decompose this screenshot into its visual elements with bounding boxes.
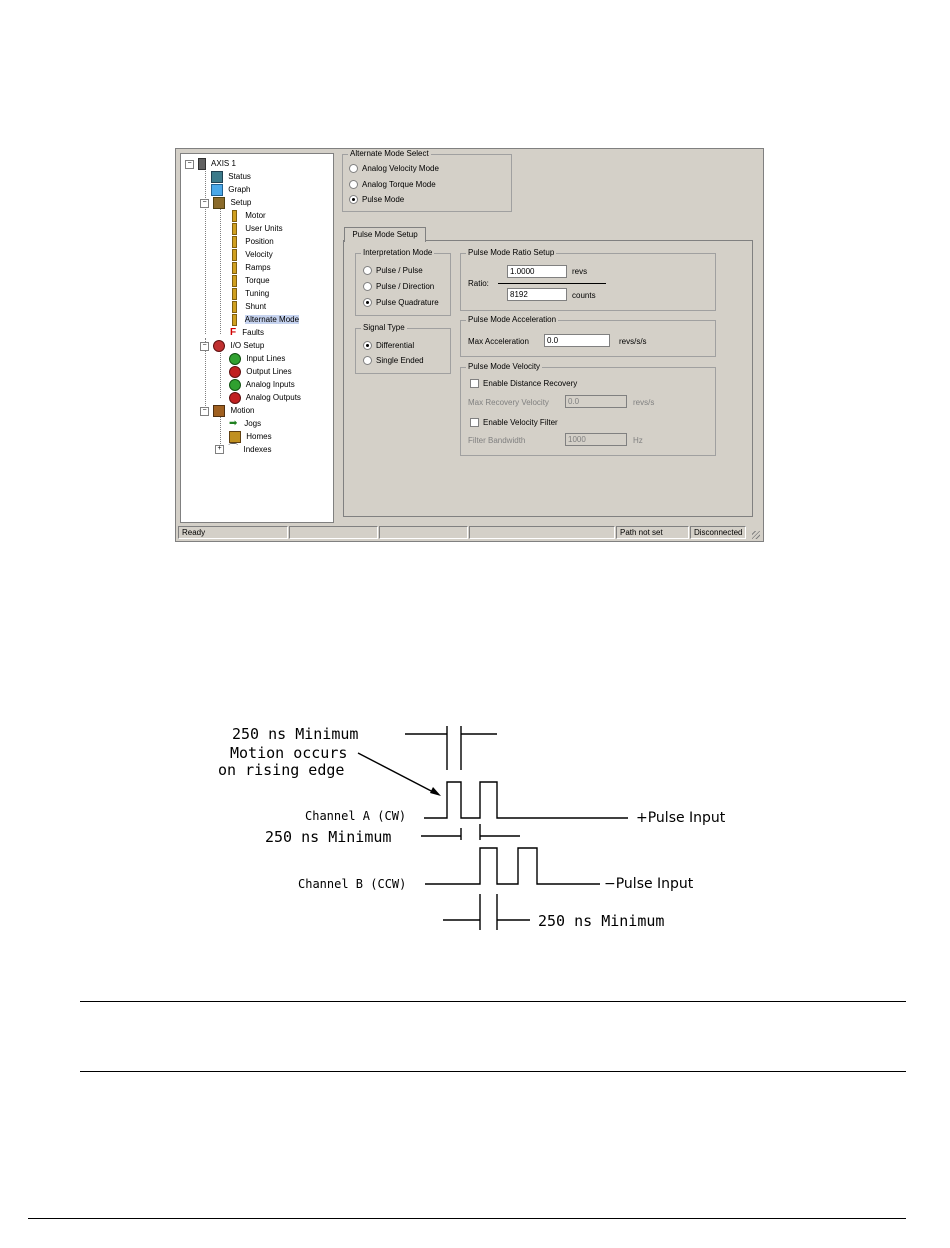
tree-item-input-lines[interactable] (229, 353, 285, 365)
fault-icon: F (229, 326, 237, 338)
tree-item-label: Analog Inputs (245, 380, 295, 390)
option-label: Pulse Mode (362, 195, 405, 204)
pulse-minus-label: −Pulse Input (604, 876, 694, 892)
channel-b-waveform (425, 848, 600, 884)
tree-item-label: Graph (228, 185, 251, 195)
setup-icon (213, 197, 225, 209)
radio-analog-velocity[interactable] (349, 164, 439, 174)
group-title: Alternate Mode Select (350, 149, 429, 158)
pin-icon (232, 275, 237, 287)
tree-item-motion[interactable] (200, 405, 254, 417)
distance-recovery-checkbox[interactable] (470, 379, 577, 389)
option-label: Differential (376, 341, 415, 350)
alternate-mode-group (342, 149, 512, 212)
pin-icon (232, 236, 237, 248)
ratio-divider (498, 283, 606, 284)
tree-item-label: Indexes (243, 445, 272, 454)
checkbox-label: Enable Velocity Filter (483, 418, 558, 427)
expand-icon[interactable]: + (215, 445, 224, 454)
tree-line (220, 208, 221, 334)
tree-item-tuning[interactable] (229, 288, 269, 300)
tree-item-io-setup[interactable] (200, 340, 264, 352)
acceleration-group (460, 315, 716, 357)
tree-item-alternate-mode[interactable] (229, 314, 299, 326)
tree-item-label: Motion (230, 406, 255, 416)
pulse-plus-label: +Pulse Input (636, 810, 726, 826)
application-window (175, 148, 764, 542)
tree-item-homes[interactable] (229, 431, 272, 443)
option-label: Analog Velocity Mode (362, 164, 439, 173)
tab-pulse-mode-setup[interactable]: Pulse Mode Setup (344, 227, 426, 242)
filter-bandwidth-label: Filter Bandwidth (468, 436, 526, 445)
tree-item-label: User Units (245, 224, 283, 234)
tree-item-label: Status (228, 172, 251, 182)
radio-icon[interactable] (363, 298, 372, 307)
tree-item-setup[interactable] (200, 197, 251, 209)
min-label-top: 250 ns Minimum (232, 725, 359, 743)
signal-type-group (355, 323, 451, 374)
checkbox-label: Enable Distance Recovery (483, 379, 578, 388)
option-label: Single Ended (376, 356, 424, 365)
radio-icon[interactable] (363, 341, 372, 350)
collapse-icon[interactable]: − (200, 199, 209, 208)
radio-icon[interactable] (349, 195, 358, 204)
tree-item-position[interactable] (229, 236, 274, 248)
status-connection: Disconnected (690, 526, 746, 539)
collapse-icon[interactable]: − (200, 342, 209, 351)
group-title: Pulse Mode Acceleration (468, 315, 557, 324)
resize-grip-icon[interactable] (752, 531, 760, 539)
timing-diagram-svg (0, 700, 950, 950)
option-label: Analog Torque Mode (362, 180, 436, 189)
red-light-icon (229, 392, 241, 404)
ratio-denominator-field[interactable]: 8192 (507, 288, 567, 301)
tree-item-analog-outputs[interactable] (229, 392, 301, 404)
footer-rule (28, 1218, 906, 1219)
tree-item-label: Faults (242, 328, 265, 337)
group-title: Pulse Mode Velocity (468, 362, 541, 371)
tree-item-velocity[interactable] (229, 249, 273, 261)
status-cell (469, 526, 615, 539)
velocity-group (460, 362, 716, 456)
status-ready: Ready (178, 526, 288, 539)
arrowhead-icon (430, 787, 441, 796)
green-light-icon (229, 353, 241, 365)
tree-item-label: Setup (230, 198, 252, 208)
status-cell (379, 526, 468, 539)
tree-item-indexes[interactable] (215, 444, 272, 456)
motion-label-line1: Motion occurs (230, 744, 348, 762)
collapse-icon[interactable]: − (185, 160, 194, 169)
min-label-middle: 250 ns Minimum (265, 828, 392, 846)
interpretation-mode-group (355, 248, 451, 316)
tree-item-label: I/O Setup (230, 341, 265, 351)
collapse-icon[interactable]: − (200, 407, 209, 416)
graph-icon (211, 184, 223, 196)
divider-rule (80, 1071, 906, 1072)
green-light-icon (229, 379, 241, 391)
tree-item-label: Ramps (245, 263, 271, 273)
tree-item-label: Output Lines (246, 367, 292, 377)
tree-item-label: Motor (245, 211, 266, 221)
tree-item-user-units[interactable] (229, 223, 283, 235)
tree-item-jogs[interactable] (229, 418, 261, 430)
tree-item-label: Homes (246, 432, 272, 442)
monitor-icon (211, 171, 223, 183)
max-recovery-field[interactable]: 0.0 (565, 395, 627, 408)
radio-icon[interactable] (363, 282, 372, 291)
status-cell (289, 526, 378, 539)
radio-differential[interactable] (363, 341, 414, 351)
tree-item-label: Shunt (245, 302, 267, 312)
timing-diagram (0, 700, 950, 950)
drive-icon (198, 158, 206, 170)
radio-pulse-quadrature[interactable] (363, 298, 439, 308)
radio-single-ended[interactable] (363, 356, 424, 366)
max-recovery-unit: revs/s (633, 398, 655, 407)
pin-icon (232, 223, 237, 235)
radio-icon[interactable] (349, 180, 358, 189)
tree-item-label: Analog Outputs (245, 393, 301, 403)
tree-line (205, 168, 206, 334)
pin-icon (232, 288, 237, 300)
red-light-icon (229, 366, 241, 378)
pin-icon (232, 210, 237, 222)
tree-item-label: AXIS 1 (211, 159, 236, 169)
tree-item-label: Jogs (244, 419, 262, 428)
tree-item-ramps[interactable] (229, 262, 271, 274)
filter-bandwidth-unit: Hz (633, 436, 643, 445)
checkbox-icon[interactable] (470, 418, 479, 427)
option-label: Pulse Quadrature (376, 298, 439, 307)
pin-icon (232, 301, 237, 313)
radio-icon[interactable] (363, 356, 372, 365)
channel-b-label: Channel B (CCW) (298, 877, 407, 891)
house-icon (213, 405, 225, 417)
group-title: Pulse Mode Ratio Setup (468, 248, 555, 257)
tree-item-label: Torque (245, 276, 270, 286)
denominator-unit: counts (572, 291, 596, 300)
radio-pulse-direction[interactable] (363, 282, 434, 292)
tree-item-analog-inputs[interactable] (229, 379, 295, 391)
curve-icon: ⌒ (228, 443, 239, 455)
radio-icon[interactable] (363, 266, 372, 275)
divider-rule (80, 1001, 906, 1002)
tree-item-motor[interactable] (229, 210, 266, 222)
max-recovery-label: Max Recovery Velocity (468, 398, 549, 407)
tree-item-label: Velocity (245, 250, 273, 260)
house-icon (229, 431, 241, 443)
tree-item-graph[interactable] (211, 184, 250, 196)
channel-a-waveform (424, 782, 628, 818)
motion-label-line2: on rising edge (218, 761, 345, 779)
io-icon (213, 340, 225, 352)
radio-analog-torque[interactable] (349, 180, 436, 190)
status-path: Path not set (616, 526, 689, 539)
radio-pulse-mode[interactable] (349, 195, 404, 205)
channel-a-label: Channel A (CW) (305, 809, 407, 823)
acceleration-unit: revs/s/s (619, 337, 647, 346)
tree-item-faults[interactable] (229, 327, 264, 339)
arrow-icon: ➡ (229, 417, 238, 429)
tree-line (205, 350, 206, 410)
status-bar (176, 524, 763, 541)
max-acceleration-label: Max Acceleration (468, 337, 529, 346)
ratio-label: Ratio: (468, 279, 489, 288)
option-label: Pulse / Direction (376, 282, 435, 291)
tree-item-label: Tuning (245, 289, 270, 299)
group-title: Interpretation Mode (363, 248, 433, 257)
ratio-setup-group (460, 248, 716, 311)
tree-item-axis[interactable] (185, 158, 236, 170)
velocity-filter-checkbox[interactable] (470, 418, 558, 428)
checkbox-icon[interactable] (470, 379, 479, 388)
pin-icon (232, 262, 237, 274)
tree-line (220, 350, 221, 398)
ratio-numerator-field[interactable]: 1.0000 (507, 265, 567, 278)
tree-item-torque[interactable] (229, 275, 270, 287)
pin-icon (232, 314, 237, 326)
tree-item-label: Alternate Mode (244, 315, 300, 325)
radio-pulse-pulse[interactable] (363, 266, 423, 276)
radio-icon[interactable] (349, 164, 358, 173)
option-label: Pulse / Pulse (376, 266, 423, 275)
group-title: Signal Type (363, 323, 405, 332)
numerator-unit: revs (572, 267, 588, 276)
tree-item-shunt[interactable] (229, 301, 266, 313)
tree-item-label: Input Lines (246, 354, 286, 364)
tree-item-label: Position (245, 237, 274, 247)
tree-item-output-lines[interactable] (229, 366, 292, 378)
filter-bandwidth-field[interactable]: 1000 (565, 433, 627, 446)
navigation-tree[interactable] (180, 153, 334, 523)
tree-item-status[interactable] (211, 171, 251, 183)
motion-arrow-line (358, 753, 437, 794)
max-acceleration-field[interactable]: 0.0 (544, 334, 610, 347)
min-label-bottom: 250 ns Minimum (538, 912, 665, 930)
pin-icon (232, 249, 237, 261)
